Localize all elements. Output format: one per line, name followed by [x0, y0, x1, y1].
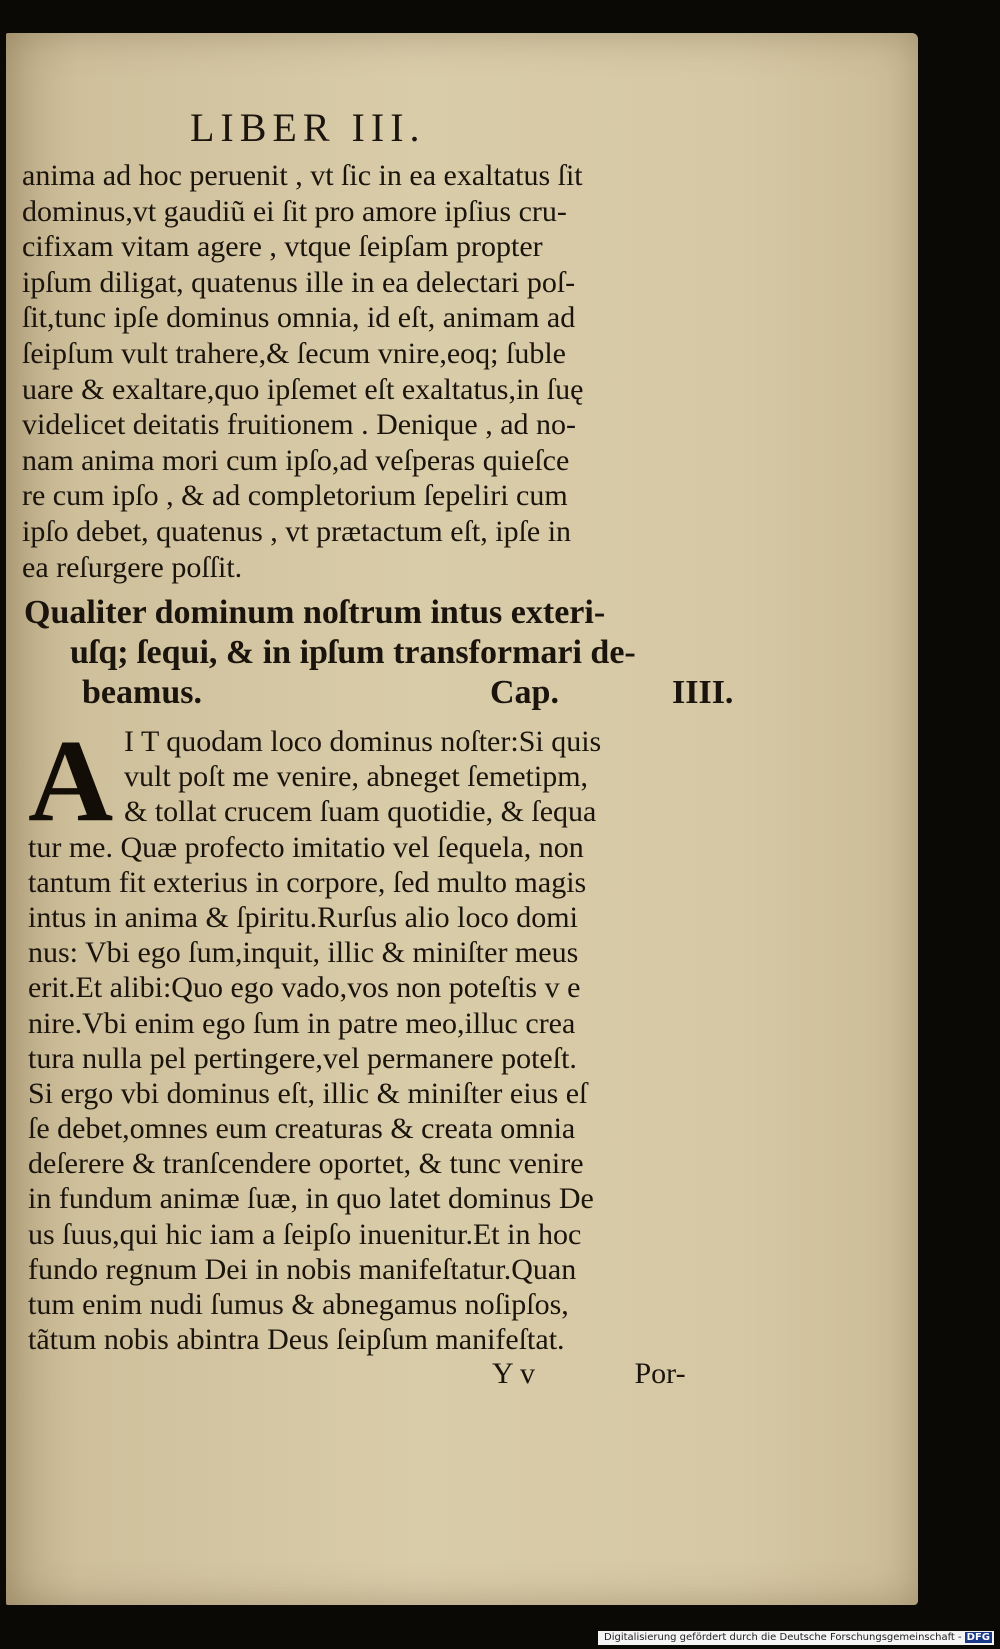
text-line: tum enim nudi ſumus & abnegamus noſipſos, [28, 1288, 569, 1321]
heading-line-3-text: beamus. [82, 674, 202, 711]
digitization-footer [598, 1631, 994, 1645]
chapter-label: Cap. [490, 674, 559, 711]
text-line: nire.Vbi enim ego ſum in patre meo,illuc crea [28, 1006, 576, 1040]
footer-text: Digitalisierung gefördert durch die Deutsche Forschungsgemeinschaft - [604, 1632, 962, 1643]
text-line: nam anima mori cum ipſo,ad veſperas quieſce [22, 443, 570, 477]
text-line: tur me. Quæ profecto imitatio vel ſequela, non [28, 830, 584, 864]
text-line: ipſo debet, quatenus , vt prætactum eſt, ipſe in [22, 514, 572, 548]
chapter-heading [24, 593, 734, 713]
text-line: Si ergo vbi dominus eſt, illic & miniſter eius eſ [28, 1076, 588, 1110]
dfg-logo: DFG [966, 1632, 990, 1643]
text-line: ſit,tunc ipſe dominus omnia, id eſt, animam ad [22, 301, 576, 335]
text-line: tura nulla pel pertingere,vel permanere poteſt. [28, 1041, 577, 1075]
signature-mark: Y v [492, 1357, 536, 1390]
text-line: fundo regnum Dei in nobis manifeſtatur.Quan [28, 1252, 577, 1286]
text-line: in fundum animæ ſuæ, in quo latet dominus De [28, 1182, 594, 1216]
running-title: LIBER III. [190, 105, 426, 150]
text-line: erit.Et alibi:Quo ego vado,vos non poteſtis v e [28, 971, 581, 1005]
text-line: tantum fit exterius in corpore, ſed multo magis [28, 865, 587, 899]
text-line: I T quodam loco dominus noſter:Si quis [124, 725, 602, 758]
text-line: re cum ipſo , & ad completorium ſepeliri cum [22, 479, 568, 513]
heading-line-3 [24, 673, 734, 713]
text-line: vult poſt me venire, abneget ſemetipm, [124, 760, 589, 794]
text-line: us ſuus,qui hic iam a ſeipſo inuenitur.Et in hoc [28, 1217, 582, 1251]
catchword: Por- [634, 1357, 686, 1390]
text-line: ipſum diligat, quatenus ille in ea delectari poſ- [22, 265, 576, 299]
paragraph-1 [22, 158, 583, 585]
text-line: & tollat crucem ſuam quotidie, & ſequa [124, 795, 597, 829]
drop-cap: A [28, 715, 114, 846]
text-line: dominus,vt gaudiũ ei ſit pro amore ipſius cru- [22, 194, 567, 228]
text-line: ſeipſum vult trahere,& ſecum vnire,eoq; ſuble [22, 336, 566, 370]
heading-line-1: Qualiter dominum noſtrum intus exteri- [24, 594, 606, 631]
text-line: deſerere & tranſcendere oportet, & tunc venire [28, 1147, 584, 1181]
text-line: anima ad hoc peruenit , vt ſic in ea exaltatus ſit [22, 159, 583, 192]
text-line: videlicet deitatis fruitionem . Denique , ad no- [22, 408, 577, 442]
text-line: ea reſurgere poſſit. [22, 550, 243, 584]
text-line: cifixam vitam agere , vtque ſeipſam propter [22, 230, 543, 264]
text-line: tãtum nobis abintra Deus ſeipſum manifeſtat. [28, 1323, 565, 1357]
chapter-number: IIII. [672, 674, 734, 711]
text-line: nus: Vbi ego ſum,inquit, illic & miniſter meus [28, 936, 579, 970]
text-line: uare & exaltare,quo ipſemet eſt exaltatus,in ſuę [22, 372, 584, 406]
text-line: ſe debet,omnes eum creaturas & creata omnia [28, 1112, 576, 1146]
heading-line-2: uſq; ſequi, & in ipſum transformari de- [70, 634, 636, 671]
catchline [492, 1357, 686, 1391]
paragraph-2 [28, 715, 728, 1357]
text-line: intus in anima & ſpiritu.Rurſus alio loco domi [28, 900, 578, 934]
